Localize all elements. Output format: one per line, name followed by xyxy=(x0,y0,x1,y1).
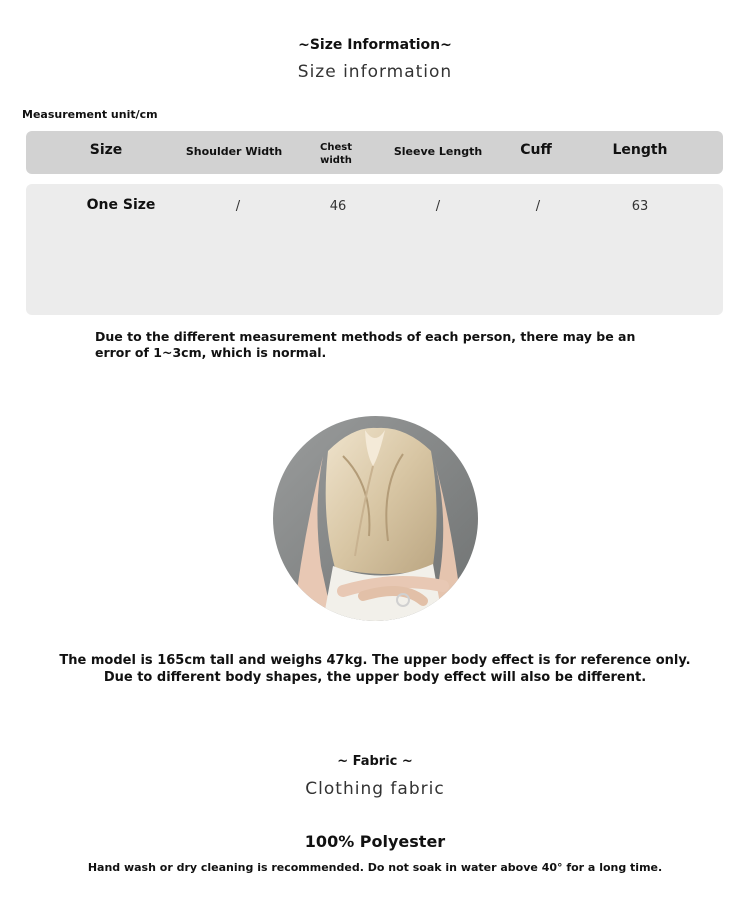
header-sleeve-length: Sleeve Length xyxy=(393,145,483,158)
row-shoulder-value: / xyxy=(235,199,241,214)
row-length-value: 63 xyxy=(631,199,649,214)
measurement-unit-label: Measurement unit/cm xyxy=(22,108,158,121)
model-description xyxy=(0,652,750,686)
header-chest-width: Chest width xyxy=(320,142,352,166)
row-sleeve-value: / xyxy=(435,199,441,214)
model-description-line1: The model is 165cm tall and weighs 47kg. The upper body effect is for reference only. xyxy=(59,653,691,668)
header-cuff: Cuff xyxy=(520,142,552,158)
header-length: Length xyxy=(612,142,668,158)
header-shoulder-width: Shoulder Width xyxy=(185,145,283,158)
header-size: Size xyxy=(89,142,123,158)
measurement-note: Due to the different measurement methods of each person, there may be an error of 1~3cm, which is normal. xyxy=(95,329,636,360)
care-instructions: Hand wash or dry cleaning is recommended. Do not soak in water above 40° for a long time. xyxy=(87,861,663,874)
size-section-subtitle: Size information xyxy=(297,62,453,82)
row-cuff-value: / xyxy=(535,199,541,214)
fabric-section-subtitle: Clothing fabric xyxy=(305,779,445,799)
model-photo-illustration xyxy=(273,416,478,621)
fabric-material: 100% Polyester xyxy=(304,832,446,851)
model-photo xyxy=(273,416,478,621)
model-description-line2: Due to different body shapes, the upper body effect will also be different. xyxy=(103,670,647,685)
size-section-title: ~Size Information~ xyxy=(298,37,452,53)
row-chest-value: 46 xyxy=(329,199,347,214)
fabric-section-title: ~ Fabric ~ xyxy=(337,754,413,769)
row-size-value: One Size xyxy=(86,197,156,213)
